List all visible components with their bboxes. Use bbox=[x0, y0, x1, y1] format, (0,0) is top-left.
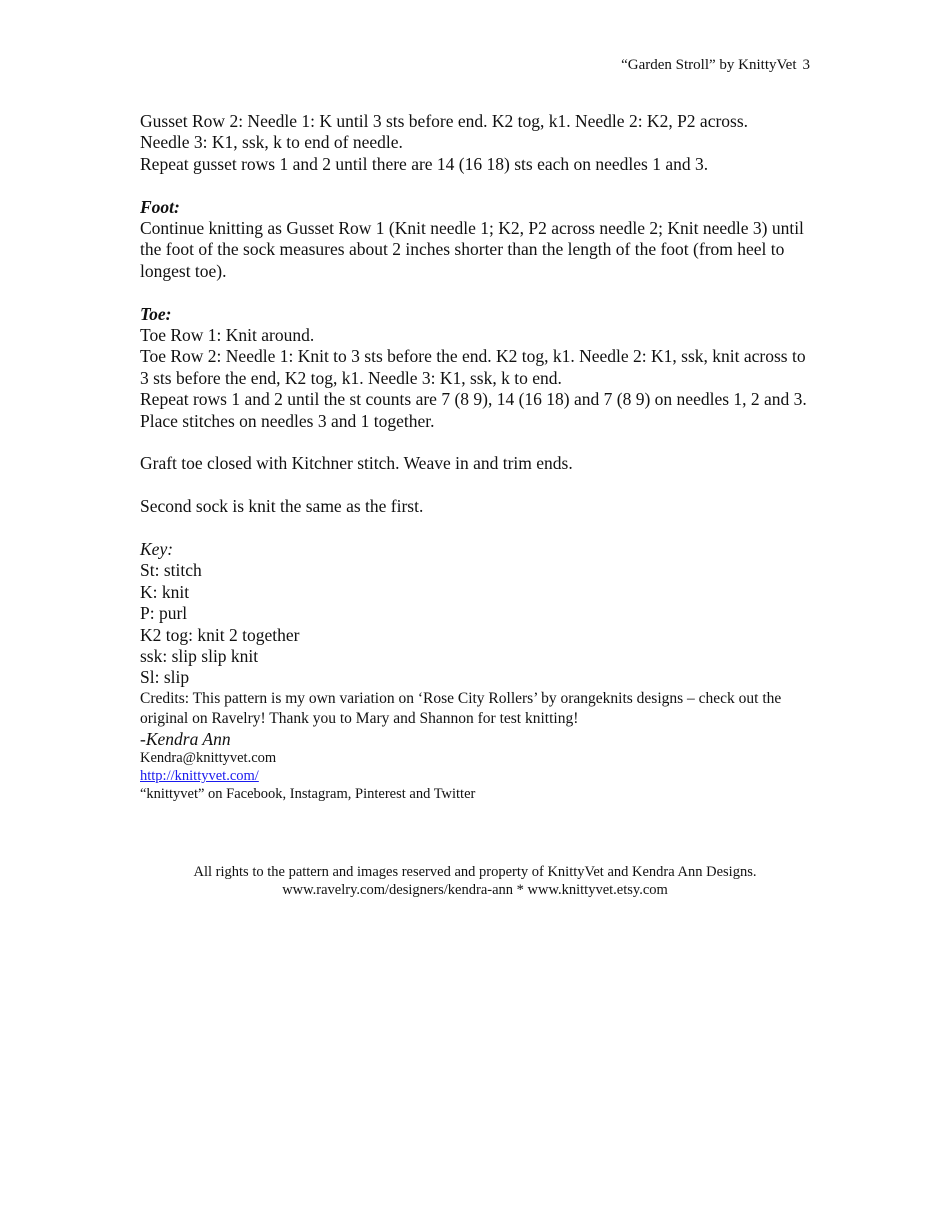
rights-notice: All rights to the pattern and images reserved and property of KnittyVet and Kendra Ann Designs. bbox=[193, 864, 757, 880]
header-title: “Garden Stroll” by KnittyVet bbox=[621, 57, 797, 73]
toe-section bbox=[140, 304, 815, 432]
signature-email: Kendra@knittyvet.com bbox=[140, 749, 277, 766]
gusset-section bbox=[140, 111, 815, 175]
gusset-repeat: Repeat gusset rows 1 and 2 until there are 14 (16 18) sts each on needles 1 and 3. bbox=[140, 153, 709, 174]
key-item: K2 tog: knit 2 together bbox=[140, 624, 300, 645]
page-footer bbox=[140, 863, 810, 899]
page-number: 3 bbox=[802, 57, 810, 73]
key-item: St: stitch bbox=[140, 560, 202, 581]
social-handles: “knittyvet” on Facebook, Instagram, Pinterest and Twitter bbox=[140, 785, 476, 802]
toe-repeat: Repeat rows 1 and 2 until the st counts are 7 (8 9), 14 (16 18) and 7 (8 9) on needles 1, 2 and 3. Place stitches on needles 3 and 1 together. bbox=[140, 389, 807, 431]
website-link[interactable]: http://knittyvet.com/ bbox=[140, 767, 259, 784]
graft-instruction: Graft toe closed with Kitchner stitch. Weave in and trim ends. bbox=[140, 453, 573, 474]
key-item: Sl: slip bbox=[140, 667, 190, 688]
key-item: ssk: slip slip knit bbox=[140, 646, 259, 667]
toe-row2: Toe Row 2: Needle 1: Knit to 3 sts before the end. K2 tog, k1. Needle 2: K1, ssk, knit across to 3 sts before the end, K2 tog, k1. Needle 3: K1, ssk, k to end. bbox=[140, 346, 806, 388]
credits-text: Credits: This pattern is my own variation on ‘Rose City Rollers’ by orangeknits designs – check out the original on Ravelry! Thank you to Mary and Shannon for test knitting! bbox=[140, 689, 782, 727]
key-section bbox=[140, 539, 815, 689]
toe-row1: Toe Row 1: Knit around. bbox=[140, 325, 315, 346]
pattern-body bbox=[140, 111, 815, 803]
gusset-row2-line1: Gusset Row 2: Needle 1: K until 3 sts before end. K2 tog, k1. Needle 2: K2, P2 across. bbox=[140, 111, 749, 131]
key-item: K: knit bbox=[140, 581, 190, 602]
foot-heading: Foot: bbox=[140, 196, 180, 217]
key-item: P: purl bbox=[140, 603, 188, 624]
foot-section bbox=[140, 197, 815, 283]
page-header bbox=[621, 56, 810, 74]
signature-block bbox=[140, 729, 815, 803]
footer-links: www.ravelry.com/designers/kendra-ann * www.knittyvet.etsy.com bbox=[282, 882, 668, 898]
key-heading: Key: bbox=[140, 539, 174, 560]
second-sock-note: Second sock is knit the same as the first. bbox=[140, 496, 424, 517]
signature-name: -Kendra Ann bbox=[140, 728, 231, 749]
toe-heading: Toe: bbox=[140, 303, 172, 324]
foot-instructions: Continue knitting as Gusset Row 1 (Knit needle 1; K2, P2 across needle 2; Knit needle 3) until the foot of the sock measures about 2 inches shorter than the length of the foot (from heel to longest toe). bbox=[140, 218, 804, 281]
gusset-row2-line2: Needle 3: K1, ssk, k to end of needle. bbox=[140, 132, 403, 153]
